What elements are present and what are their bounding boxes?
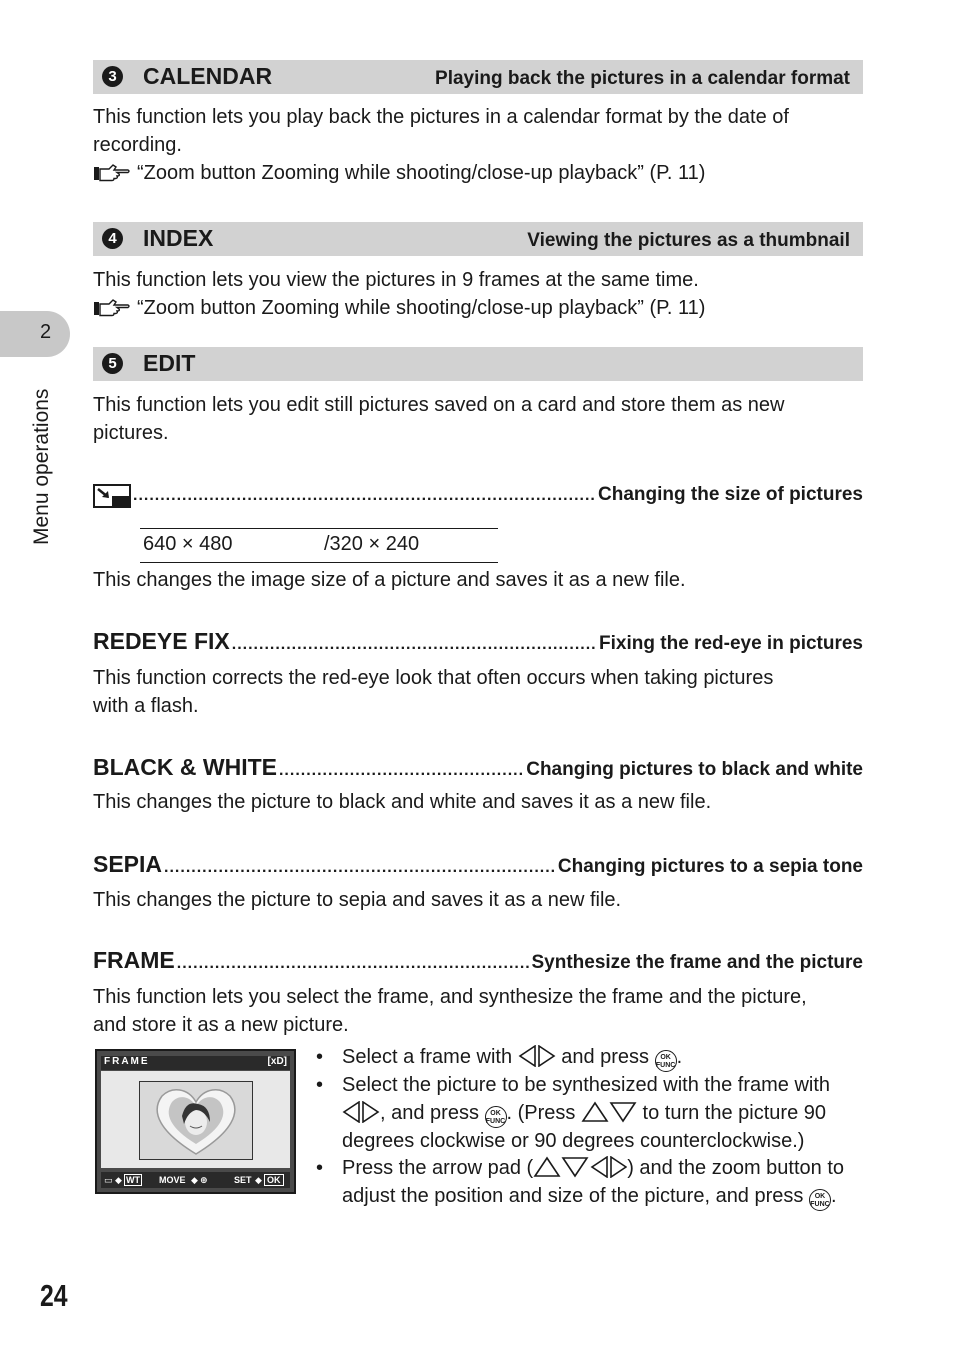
screen-title: FRAME xyxy=(104,1056,150,1067)
redeye-subtitle: Fixing the red-eye in pictures xyxy=(599,633,863,654)
frame-body-line1: This function lets you select the frame, and synthesize the frame and the picture, xyxy=(93,986,807,1008)
arrow-pad-icon xyxy=(533,1156,627,1178)
frame-heading xyxy=(93,947,863,974)
chapter-label-text: Menu operations xyxy=(30,388,53,545)
edit-body-line2: pictures. xyxy=(93,422,169,444)
bw-subtitle: Changing pictures to black and white xyxy=(526,759,863,780)
index-body-line: This function lets you view the pictures in 9 frames at the same time. xyxy=(93,269,699,291)
ok-icon-bottom: FUNC xyxy=(810,1200,830,1208)
table-rule-top xyxy=(140,528,498,529)
diamond-icon: ◆ xyxy=(255,1175,262,1185)
sepia-subtitle: Changing pictures to a sepia tone xyxy=(557,856,863,877)
ok-func-button-icon xyxy=(485,1106,507,1128)
step-text: ) and the zoom button to xyxy=(627,1157,845,1179)
section-title: INDEX xyxy=(143,225,214,251)
redeye-title: REDEYE FIX xyxy=(93,628,230,654)
frame-subtitle: Synthesize the frame and the picture xyxy=(531,952,863,973)
frame-preview xyxy=(139,1081,253,1160)
section-subtitle: Viewing the pictures as a thumbnail xyxy=(527,230,850,251)
frame-title: FRAME xyxy=(93,947,175,973)
section-number: 4 xyxy=(102,228,123,249)
frame-body-line2: and store it as a new picture. xyxy=(93,1014,349,1036)
section-title: CALENDAR xyxy=(143,63,273,89)
calendar-reference xyxy=(93,159,789,187)
index-body xyxy=(93,266,705,322)
ok-indicator: OK xyxy=(264,1174,284,1186)
bullet: • xyxy=(316,1074,324,1096)
diamond-icon: ◆ xyxy=(191,1175,198,1185)
frame-step-2 xyxy=(316,1072,866,1155)
step-text: , and press xyxy=(380,1101,479,1124)
pointing-hand-icon xyxy=(93,299,131,317)
ok-icon-top: OK xyxy=(814,1192,826,1200)
step-text: Select a frame with xyxy=(342,1046,513,1068)
edit-header xyxy=(93,347,863,381)
left-right-arrows-icon xyxy=(342,1101,380,1123)
redeye-body-line1: This function corrects the red-eye look that often occurs when taking pictures xyxy=(93,667,774,689)
leader-dots xyxy=(279,762,524,780)
resize-body: This changes the image size of a picture and saves it as a new file. xyxy=(93,569,686,591)
heart-frame-photo xyxy=(140,1082,252,1159)
bw-body: This changes the picture to black and white and saves it as a new file. xyxy=(93,791,712,813)
ok-icon-top: OK xyxy=(660,1054,671,1061)
step-text: . (Press xyxy=(506,1101,576,1124)
ok-icon-bottom: FUNC xyxy=(485,1117,506,1125)
frame-body xyxy=(93,983,807,1039)
up-down-arrows-icon xyxy=(581,1101,637,1123)
table-rule-bottom xyxy=(140,562,498,563)
leader-dots xyxy=(164,859,556,877)
leader-dots xyxy=(177,955,530,973)
screen-image-area xyxy=(101,1071,290,1168)
frame-step-1 xyxy=(316,1044,866,1072)
edit-body xyxy=(93,391,784,447)
resize-option-320: /320 × 240 xyxy=(324,533,420,555)
bw-title: BLACK & WHITE xyxy=(93,754,277,780)
sepia-body: This changes the picture to sepia and saves it as a new file. xyxy=(93,889,622,911)
section-number: 5 xyxy=(102,353,123,374)
calendar-body xyxy=(93,103,789,187)
index-ref-text: “Zoom button Zooming while shooting/close-up playback” (P. 11) xyxy=(137,297,706,319)
section-title: EDIT xyxy=(143,350,196,376)
chapter-number: 2 xyxy=(40,321,52,343)
ok-icon-top: OK xyxy=(490,1109,501,1117)
screen-titlebar xyxy=(101,1056,290,1070)
camera-screen xyxy=(95,1049,296,1194)
step-text: . xyxy=(676,1046,683,1068)
left-right-arrows-icon xyxy=(518,1045,556,1067)
step-text: adjust the position and size of the picture, and press xyxy=(342,1184,804,1207)
step-text: Select the picture to be synthesized with the frame with xyxy=(342,1074,831,1096)
arrow-pad-icon: ⊕ xyxy=(200,1175,208,1185)
screen-guidebar xyxy=(101,1172,290,1188)
bullet: • xyxy=(316,1157,324,1179)
leader-dots xyxy=(133,487,596,505)
step-text: and press xyxy=(561,1046,650,1068)
resize-icon xyxy=(93,484,131,508)
index-reference xyxy=(93,294,705,322)
section-subtitle: Playing back the pictures in a calendar format xyxy=(435,68,850,89)
step-text: degrees clockwise or 90 degrees counterclockwise.) xyxy=(342,1129,805,1152)
ok-func-button-icon xyxy=(655,1050,677,1072)
calendar-header xyxy=(93,60,863,94)
sepia-title: SEPIA xyxy=(93,851,163,877)
redeye-body-line2: with a flash. xyxy=(93,695,199,717)
calendar-body-line1: This function lets you play back the pictures in a calendar format by the date of xyxy=(93,106,789,128)
chapter-label xyxy=(30,345,60,545)
diamond-icon: ◆ xyxy=(115,1175,122,1185)
page-number: 24 xyxy=(40,1278,68,1313)
index-header xyxy=(93,222,863,256)
redeye-body xyxy=(93,664,773,720)
move-label: MOVE xyxy=(159,1175,186,1185)
resize-subtitle: Changing the size of pictures xyxy=(598,484,863,505)
ok-func-button-icon xyxy=(809,1189,831,1211)
resize-option-640: 640 × 480 xyxy=(143,533,233,555)
zoom-wt-indicator: WT xyxy=(126,1175,140,1185)
resize-heading xyxy=(93,484,863,508)
card-indicator: [xD] xyxy=(267,1056,287,1067)
section-number: 3 xyxy=(102,66,123,87)
set-label: SET xyxy=(234,1175,252,1185)
pointing-hand-icon xyxy=(93,164,131,182)
redeye-heading xyxy=(93,628,863,655)
frame-step-3 xyxy=(316,1155,866,1211)
bw-heading xyxy=(93,754,863,781)
step-text: . xyxy=(830,1184,837,1207)
ok-icon-bottom: FUNC xyxy=(655,1062,676,1069)
step-text: to turn the picture 90 xyxy=(642,1101,826,1124)
calendar-body-line2: recording. xyxy=(93,134,182,156)
leader-dots xyxy=(232,636,597,654)
sepia-heading xyxy=(93,851,863,878)
calendar-ref-text: “Zoom button Zooming while shooting/close-up playback” (P. 11) xyxy=(137,162,706,184)
frame-steps xyxy=(316,1044,866,1211)
frame-icon: ▭ xyxy=(104,1175,113,1185)
step-text: Press the arrow pad ( xyxy=(342,1157,534,1179)
edit-body-line1: This function lets you edit still pictures saved on a card and store them as new xyxy=(93,394,785,416)
bullet: • xyxy=(316,1046,324,1068)
